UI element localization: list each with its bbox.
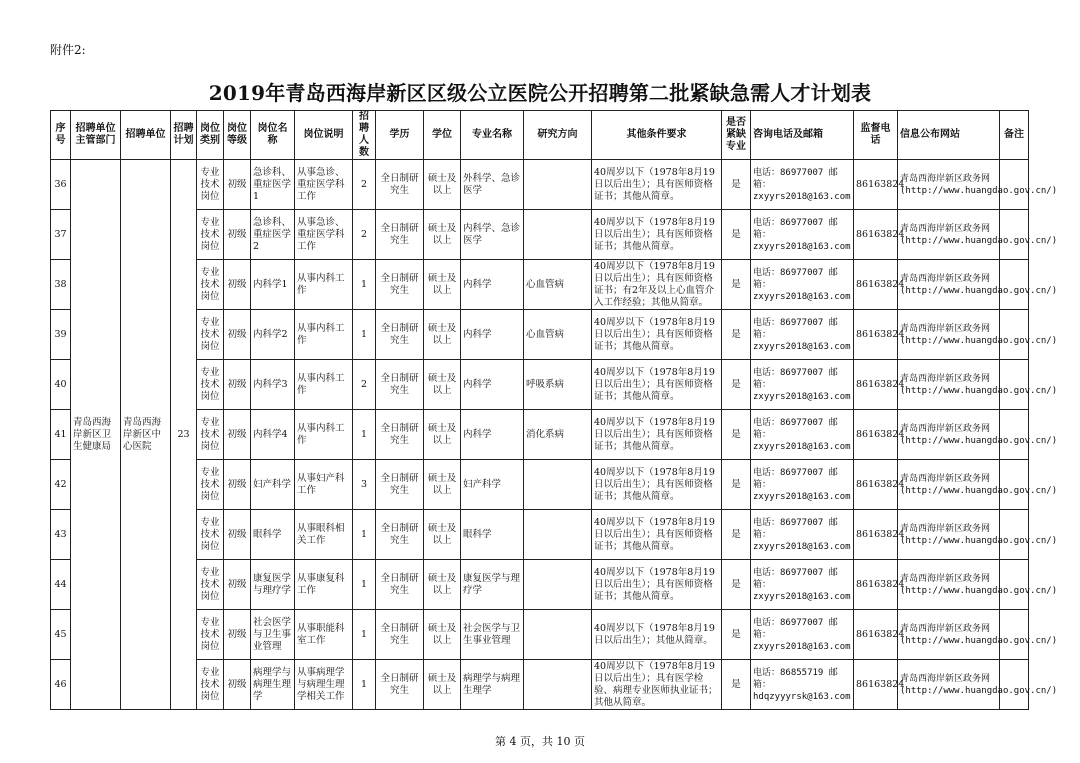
cell-pos-desc: 从事病理学与病理生理学相关工作 <box>295 660 353 710</box>
table-row <box>51 260 1029 310</box>
cell-count: 2 <box>353 360 376 410</box>
cell-other: 40周岁以下（1978年8月19日以后出生）；具有医师资格证书；其他从简章。 <box>592 360 722 410</box>
cell-research <box>524 660 592 710</box>
cell-count: 1 <box>353 510 376 560</box>
cell-category: 专业技术岗位 <box>197 560 224 610</box>
cell-urgent: 是 <box>722 660 751 710</box>
cell-count: 1 <box>353 610 376 660</box>
cell-seq: 46 <box>51 660 71 710</box>
cell-pos-desc: 从事内科工作 <box>295 410 353 460</box>
table-row <box>51 560 1029 610</box>
cell-info: 青岛西海岸新区政务网(http://www.huangdao.gov.cn/) <box>898 610 1000 660</box>
cell-remark <box>1000 510 1029 560</box>
cell-info: 青岛西海岸新区政务网(http://www.huangdao.gov.cn/) <box>898 210 1000 260</box>
cell-pos-name: 妇产科学 <box>251 460 295 510</box>
cell-pos-desc: 从事内科工作 <box>295 260 353 310</box>
cell-supervise: 86163824 <box>854 310 898 360</box>
header-dept: 招聘单位主管部门 <box>71 111 121 160</box>
table-row <box>51 210 1029 260</box>
cell-category: 专业技术岗位 <box>197 360 224 410</box>
table-row <box>51 660 1029 710</box>
cell-edu: 全日制研究生 <box>376 460 424 510</box>
cell-level: 初级 <box>224 210 251 260</box>
header-row <box>51 111 1029 160</box>
cell-other: 40周岁以下（1978年8月19日以后出生）；具有医师资格证书；有2年及以上心血管介入工作经验；其他从简章。 <box>592 260 722 310</box>
table-row <box>51 510 1029 560</box>
cell-count: 1 <box>353 660 376 710</box>
cell-major: 眼科学 <box>461 510 524 560</box>
recruitment-table <box>50 110 1058 710</box>
cell-major: 内科学 <box>461 260 524 310</box>
cell-seq: 41 <box>51 410 71 460</box>
cell-info: 青岛西海岸新区政务网(http://www.huangdao.gov.cn/) <box>898 310 1000 360</box>
cell-urgent: 是 <box>722 260 751 310</box>
cell-pos-desc: 从事内科工作 <box>295 310 353 360</box>
cell-edu: 全日制研究生 <box>376 160 424 210</box>
cell-supervise: 86163824 <box>854 410 898 460</box>
cell-supervise: 86163824 <box>854 260 898 310</box>
cell-level: 初级 <box>224 460 251 510</box>
cell-supervise: 86163824 <box>854 660 898 710</box>
page-title: 2019年青岛西海岸新区区级公立医院公开招聘第二批紧缺急需人才计划表 <box>208 81 872 105</box>
cell-count: 3 <box>353 460 376 510</box>
cell-pos-desc: 从事妇产科工作 <box>295 460 353 510</box>
cell-edu: 全日制研究生 <box>376 560 424 610</box>
cell-research: 心血管病 <box>524 260 592 310</box>
page-footer: 第 4 页，共 10 页 <box>495 735 585 748</box>
header-seq: 序号 <box>51 111 71 160</box>
cell-major: 妇产科学 <box>461 460 524 510</box>
cell-pos-name: 急诊科、重症医学1 <box>251 160 295 210</box>
cell-seq: 44 <box>51 560 71 610</box>
table-row <box>51 360 1029 410</box>
cell-supervise: 86163824 <box>854 510 898 560</box>
group-dept: 青岛西海岸新区卫生健康局 <box>71 160 121 710</box>
cell-contact: 电话：86977007 邮箱：zxyyrs2018@163.com <box>751 410 854 460</box>
cell-seq: 36 <box>51 160 71 210</box>
cell-category: 专业技术岗位 <box>197 610 224 660</box>
cell-major: 内科学 <box>461 310 524 360</box>
cell-category: 专业技术岗位 <box>197 660 224 710</box>
cell-category: 专业技术岗位 <box>197 410 224 460</box>
cell-info: 青岛西海岸新区政务网(http://www.huangdao.gov.cn/) <box>898 660 1000 710</box>
group-unit: 青岛西海岸新区中心医院 <box>121 160 171 710</box>
cell-count: 2 <box>353 160 376 210</box>
cell-edu: 全日制研究生 <box>376 410 424 460</box>
cell-level: 初级 <box>224 560 251 610</box>
cell-major: 内科学、急诊医学 <box>461 210 524 260</box>
cell-pos-desc: 从事眼科相关工作 <box>295 510 353 560</box>
header-edu: 学历 <box>376 111 424 160</box>
cell-research <box>524 510 592 560</box>
cell-seq: 38 <box>51 260 71 310</box>
cell-edu: 全日制研究生 <box>376 210 424 260</box>
cell-degree: 硕士及以上 <box>424 310 461 360</box>
cell-research: 消化系病 <box>524 410 592 460</box>
cell-other: 40周岁以下（1978年8月19日以后出生）；具有医师资格证书；其他从简章。 <box>592 560 722 610</box>
cell-count: 1 <box>353 560 376 610</box>
header-research: 研究方向 <box>524 111 592 160</box>
header-other: 其他条件要求 <box>592 111 722 160</box>
cell-pos-desc: 从事内科工作 <box>295 360 353 410</box>
cell-pos-desc: 从事康复科工作 <box>295 560 353 610</box>
cell-supervise: 86163824 <box>854 610 898 660</box>
cell-edu: 全日制研究生 <box>376 510 424 560</box>
cell-other: 40周岁以下（1978年8月19日以后出生）；具有医师资格证书；其他从简章。 <box>592 510 722 560</box>
cell-major: 康复医学与理疗学 <box>461 560 524 610</box>
cell-level: 初级 <box>224 510 251 560</box>
cell-category: 专业技术岗位 <box>197 210 224 260</box>
header-contact: 咨询电话及邮箱 <box>751 111 854 160</box>
cell-pos-desc: 从事急诊、重症医学科工作 <box>295 210 353 260</box>
cell-degree: 硕士及以上 <box>424 260 461 310</box>
cell-contact: 电话：86977007 邮箱：zxyyrs2018@163.com <box>751 360 854 410</box>
header-level: 岗位等级 <box>224 111 251 160</box>
table-row <box>51 410 1029 460</box>
header-remark: 备注 <box>1000 111 1029 160</box>
cell-contact: 电话：86977007 邮箱：zxyyrs2018@163.com <box>751 260 854 310</box>
cell-edu: 全日制研究生 <box>376 360 424 410</box>
cell-info: 青岛西海岸新区政务网(http://www.huangdao.gov.cn/) <box>898 510 1000 560</box>
cell-research: 呼吸系病 <box>524 360 592 410</box>
cell-seq: 43 <box>51 510 71 560</box>
cell-degree: 硕士及以上 <box>424 460 461 510</box>
cell-pos-name: 内科学4 <box>251 410 295 460</box>
cell-remark <box>1000 560 1029 610</box>
cell-pos-name: 内科学1 <box>251 260 295 310</box>
header-major: 专业名称 <box>461 111 524 160</box>
cell-pos-name: 康复医学与理疗学 <box>251 560 295 610</box>
cell-category: 专业技术岗位 <box>197 160 224 210</box>
header-urgent: 是否紧缺专业 <box>722 111 751 160</box>
cell-info: 青岛西海岸新区政务网(http://www.huangdao.gov.cn/) <box>898 260 1000 310</box>
cell-contact: 电话：86977007 邮箱：zxyyrs2018@163.com <box>751 460 854 510</box>
cell-seq: 37 <box>51 210 71 260</box>
cell-count: 1 <box>353 410 376 460</box>
table-row <box>51 160 1029 210</box>
cell-level: 初级 <box>224 660 251 710</box>
cell-contact: 电话：86977007 邮箱：zxyyrs2018@163.com <box>751 310 854 360</box>
cell-degree: 硕士及以上 <box>424 660 461 710</box>
cell-info: 青岛西海岸新区政务网(http://www.huangdao.gov.cn/) <box>898 360 1000 410</box>
cell-pos-desc: 从事职能科室工作 <box>295 610 353 660</box>
header-pos-name: 岗位名称 <box>251 111 295 160</box>
cell-seq: 40 <box>51 360 71 410</box>
cell-seq: 42 <box>51 460 71 510</box>
cell-seq: 39 <box>51 310 71 360</box>
cell-info: 青岛西海岸新区政务网(http://www.huangdao.gov.cn/) <box>898 410 1000 460</box>
cell-research <box>524 460 592 510</box>
cell-count: 1 <box>353 310 376 360</box>
cell-level: 初级 <box>224 410 251 460</box>
cell-major: 内科学 <box>461 410 524 460</box>
cell-contact: 电话：86977007 邮箱：zxyyrs2018@163.com <box>751 160 854 210</box>
header-unit: 招聘单位 <box>121 111 171 160</box>
header-pos-desc: 岗位说明 <box>295 111 353 160</box>
cell-other: 40周岁以下（1978年8月19日以后出生）；具有医师资格证书；其他从简章。 <box>592 410 722 460</box>
cell-remark <box>1000 160 1029 210</box>
cell-supervise: 86163824 <box>854 560 898 610</box>
cell-urgent: 是 <box>722 160 751 210</box>
cell-major: 内科学 <box>461 360 524 410</box>
cell-edu: 全日制研究生 <box>376 310 424 360</box>
cell-contact: 电话：86855719 邮箱：hdqzyyyrsk@163.com <box>751 660 854 710</box>
cell-category: 专业技术岗位 <box>197 310 224 360</box>
group-plan: 23 <box>171 160 197 710</box>
cell-research <box>524 610 592 660</box>
header-degree: 学位 <box>424 111 461 160</box>
cell-supervise: 86163824 <box>854 210 898 260</box>
cell-edu: 全日制研究生 <box>376 610 424 660</box>
cell-remark <box>1000 660 1029 710</box>
cell-degree: 硕士及以上 <box>424 160 461 210</box>
cell-pos-name: 病理学与病理生理学 <box>251 660 295 710</box>
cell-degree: 硕士及以上 <box>424 410 461 460</box>
table-row <box>51 460 1029 510</box>
cell-level: 初级 <box>224 610 251 660</box>
cell-supervise: 86163824 <box>854 160 898 210</box>
cell-major: 病理学与病理生理学 <box>461 660 524 710</box>
cell-supervise: 86163824 <box>854 360 898 410</box>
cell-degree: 硕士及以上 <box>424 560 461 610</box>
cell-urgent: 是 <box>722 360 751 410</box>
cell-urgent: 是 <box>722 210 751 260</box>
cell-research <box>524 560 592 610</box>
cell-edu: 全日制研究生 <box>376 660 424 710</box>
cell-remark <box>1000 410 1029 460</box>
cell-degree: 硕士及以上 <box>424 360 461 410</box>
cell-info: 青岛西海岸新区政务网(http://www.huangdao.gov.cn/) <box>898 460 1000 510</box>
cell-urgent: 是 <box>722 610 751 660</box>
cell-category: 专业技术岗位 <box>197 460 224 510</box>
cell-degree: 硕士及以上 <box>424 210 461 260</box>
cell-count: 2 <box>353 210 376 260</box>
cell-pos-name: 社会医学与卫生事业管理 <box>251 610 295 660</box>
table-row <box>51 310 1029 360</box>
cell-level: 初级 <box>224 160 251 210</box>
cell-remark <box>1000 360 1029 410</box>
cell-info: 青岛西海岸新区政务网(http://www.huangdao.gov.cn/) <box>898 160 1000 210</box>
cell-level: 初级 <box>224 310 251 360</box>
cell-contact: 电话：86977007 邮箱：zxyyrs2018@163.com <box>751 510 854 560</box>
header-plan: 招聘计划 <box>171 111 197 160</box>
cell-contact: 电话：86977007 邮箱：zxyyrs2018@163.com <box>751 210 854 260</box>
cell-major: 社会医学与卫生事业管理 <box>461 610 524 660</box>
cell-remark <box>1000 610 1029 660</box>
cell-research: 心血管病 <box>524 310 592 360</box>
table-body <box>51 160 1058 710</box>
cell-urgent: 是 <box>722 410 751 460</box>
cell-major: 外科学、急诊医学 <box>461 160 524 210</box>
cell-pos-name: 内科学2 <box>251 310 295 360</box>
cell-other: 40周岁以下（1978年8月19日以后出生）；其他从简章。 <box>592 610 722 660</box>
header-supervise: 监督电话 <box>854 111 898 160</box>
cell-level: 初级 <box>224 260 251 310</box>
header-category: 岗位类别 <box>197 111 224 160</box>
cell-degree: 硕士及以上 <box>424 510 461 560</box>
cell-supervise: 86163824 <box>854 460 898 510</box>
cell-research <box>524 210 592 260</box>
cell-pos-name: 内科学3 <box>251 360 295 410</box>
cell-urgent: 是 <box>722 310 751 360</box>
attachment-label: 附件2: <box>50 43 86 57</box>
cell-level: 初级 <box>224 360 251 410</box>
cell-info: 青岛西海岸新区政务网(http://www.huangdao.gov.cn/) <box>898 560 1000 610</box>
header-info: 信息公布网站 <box>898 111 1000 160</box>
cell-research <box>524 160 592 210</box>
cell-remark <box>1000 460 1029 510</box>
cell-edu: 全日制研究生 <box>376 260 424 310</box>
cell-urgent: 是 <box>722 460 751 510</box>
cell-urgent: 是 <box>722 510 751 560</box>
cell-pos-name: 眼科学 <box>251 510 295 560</box>
cell-urgent: 是 <box>722 560 751 610</box>
cell-other: 40周岁以下（1978年8月19日以后出生）；具有医师资格证书；其他从简章。 <box>592 160 722 210</box>
cell-other: 40周岁以下（1978年8月19日以后出生）；具有医师资格证书；其他从简章。 <box>592 310 722 360</box>
table-row <box>51 610 1029 660</box>
cell-pos-name: 急诊科、重症医学2 <box>251 210 295 260</box>
cell-remark <box>1000 210 1029 260</box>
header-count: 招聘人数 <box>353 111 376 160</box>
cell-count: 1 <box>353 260 376 310</box>
cell-degree: 硕士及以上 <box>424 610 461 660</box>
cell-other: 40周岁以下（1978年8月19日以后出生）；具有医学检验、病理专业医师执业证书；其他从简章。 <box>592 660 722 710</box>
cell-remark <box>1000 310 1029 360</box>
cell-other: 40周岁以下（1978年8月19日以后出生）；具有医师资格证书；其他从简章。 <box>592 460 722 510</box>
cell-remark <box>1000 260 1029 310</box>
cell-contact: 电话：86977007 邮箱：zxyyrs2018@163.com <box>751 560 854 610</box>
cell-category: 专业技术岗位 <box>197 510 224 560</box>
cell-other: 40周岁以下（1978年8月19日以后出生）；具有医师资格证书；其他从简章。 <box>592 210 722 260</box>
cell-category: 专业技术岗位 <box>197 260 224 310</box>
cell-seq: 45 <box>51 610 71 660</box>
cell-pos-desc: 从事急诊、重症医学科工作 <box>295 160 353 210</box>
cell-contact: 电话：86977007 邮箱：zxyyrs2018@163.com <box>751 610 854 660</box>
